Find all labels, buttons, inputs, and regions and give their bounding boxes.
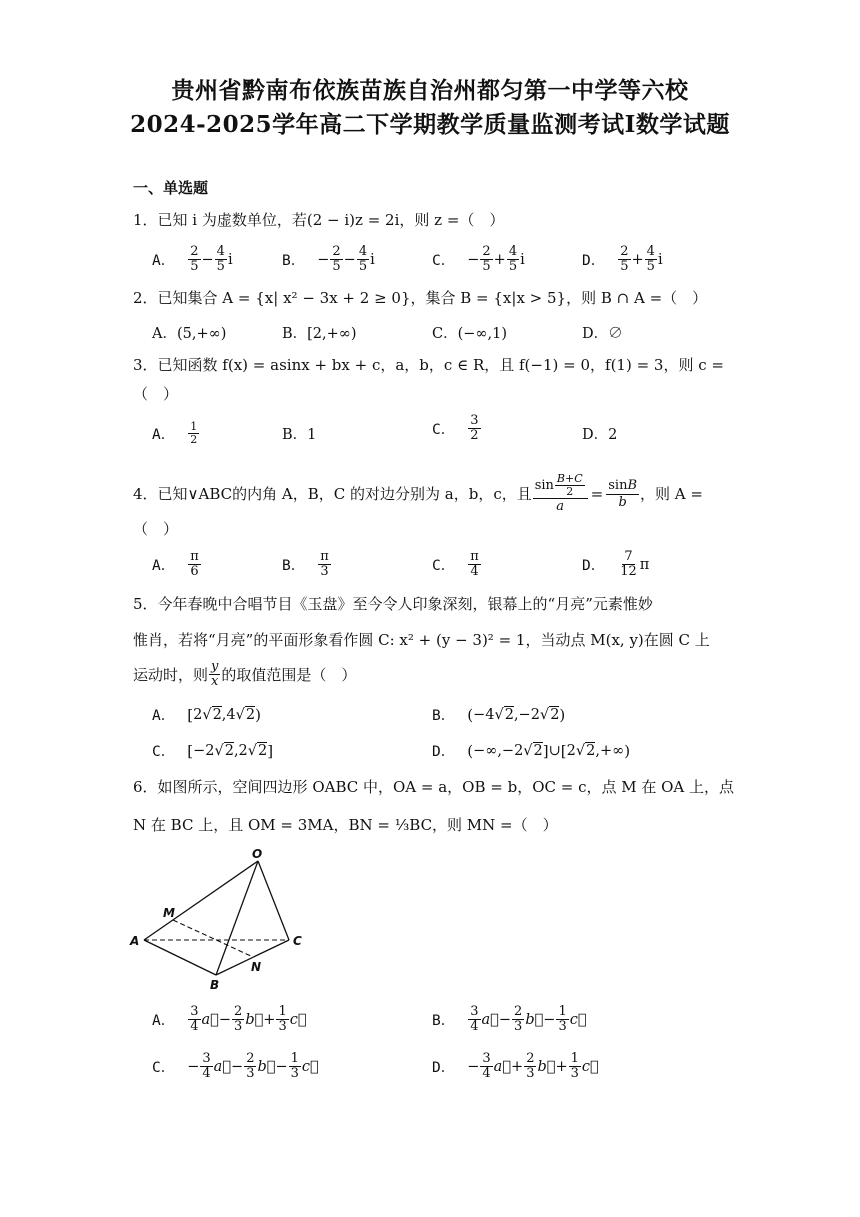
- question-1-option-a: A． $\frac{2}{5}$ − $\frac{4}{5}$ i: [152, 244, 233, 274]
- question-2-option-d: D．∅: [582, 326, 623, 342]
- option-label: D．: [582, 558, 606, 574]
- question-4-option-d: D． $\frac{7}{12}$ π: [582, 549, 650, 579]
- point-label-o: O: [252, 847, 263, 861]
- question-6-option-a: A． $\frac{3}{4}$ a⃗ − $\frac{2}{3}$ b⃗ + $\frac{1}{3}$ c⃗: [152, 1004, 307, 1034]
- tetrahedron-figure: [125, 845, 315, 995]
- option-label: D．: [432, 1060, 456, 1076]
- point-label-b: B: [210, 978, 220, 992]
- option-label: B．: [282, 253, 306, 269]
- option-label: C．: [432, 253, 456, 269]
- section-heading: 一、单选题: [133, 179, 209, 197]
- option-label: C．: [152, 744, 176, 760]
- question-4-stem: 4．已知∨ABC的内角 A，B，C 的对边分别为 a，b，c，且 sin $\frac{B+C}{2}$ a = $\frac{\sin B}{b}$ ，则 A =: [133, 472, 703, 514]
- option-label: C．: [432, 558, 456, 574]
- question-3-stem: 3．已知函数 f(x) = asinx + bx + c，a，b，c ∈ R，且 f(−1) = 0，f(1) = 3，则 c =: [133, 356, 724, 374]
- point-label-c: C: [293, 934, 302, 948]
- question-6-line-1: 6．如图所示，空间四边形 OABC 中，OA = a，OB = b，OC = c，点 M 在 OA 上，点: [133, 778, 735, 796]
- question-3-option-b: B．1: [282, 427, 317, 443]
- paper-title-line-1: 贵州省黔南布依族苗族自治州都匀第一中学等六校: [171, 77, 689, 104]
- option-label: B．: [282, 558, 306, 574]
- question-4-option-b: B． $\frac{\pi}{3}$: [282, 549, 329, 579]
- question-2-option-a: A．(5,+∞): [152, 326, 227, 342]
- question-5-line-3: 运动时，则 $\frac{y}{x}$ 的取值范围是（ ）: [133, 659, 357, 689]
- question-1-option-d: D． $\frac{2}{5}$ + $\frac{4}{5}$ i: [582, 244, 663, 274]
- edge-oa: [144, 861, 258, 940]
- edge-oc: [258, 861, 289, 940]
- paper-title-line-2: 2024-2025学年高二下学期教学质量监测考试Ⅰ数学试题: [130, 111, 730, 138]
- question-5-option-d: D． ( −∞,−2√ 2 ] ∪ [ 2√ 2 ,+∞ ): [432, 741, 631, 760]
- edge-ab: [144, 940, 216, 975]
- point-label-a: A: [130, 934, 140, 948]
- option-label: B．: [432, 1013, 456, 1029]
- question-5-option-b: B． ( −4√ 2 ,−2√ 2 ): [432, 705, 566, 724]
- question-6-option-c: C． − $\frac{3}{4}$ a⃗ − $\frac{2}{3}$ b⃗ − $\frac{1}{3}$ c⃗: [152, 1051, 319, 1081]
- question-6-option-d: D． − $\frac{3}{4}$ a⃗ + $\frac{2}{3}$ b⃗ + $\frac{1}{3}$ c⃗: [432, 1051, 599, 1081]
- option-label: A．: [152, 1013, 176, 1029]
- segment-mn-hidden: [173, 920, 253, 957]
- question-4-stem-tail: ，则 A =: [640, 485, 703, 503]
- question-4-option-a: A． $\frac{\pi}{6}$: [152, 549, 199, 579]
- question-1-option-b: B． − $\frac{2}{5}$ − $\frac{4}{5}$ i: [282, 244, 375, 274]
- option-label: C．: [432, 422, 456, 438]
- question-4-stem-cont: （ ）: [133, 520, 179, 538]
- option-label: B．: [432, 708, 456, 724]
- question-2-option-b: B．[2,+∞): [282, 326, 357, 342]
- question-4-option-c: C． $\frac{\pi}{4}$: [432, 549, 479, 579]
- question-4-stem-text: 4．已知∨ABC的内角 A，B，C 的对边分别为 a，b，c，且: [133, 485, 532, 503]
- option-label: A．: [152, 558, 176, 574]
- question-6-line-2: N 在 BC 上，且 OM = 3MA，BN = ⅓BC，则 MN =（ ）: [133, 816, 558, 834]
- question-3-option-c: C． $\frac{3}{2}$: [432, 413, 479, 443]
- option-label: A．: [152, 253, 176, 269]
- option-label: D．: [582, 253, 606, 269]
- question-5-line-1: 5．今年春晚中合唱节目《玉盘》至今令人印象深刻，银幕上的“月亮”元素惟妙: [133, 595, 653, 613]
- question-3-option-d: D．2: [582, 427, 618, 443]
- question-5-line-3-a: 运动时，则: [133, 665, 209, 684]
- question-1-option-c: C． − $\frac{2}{5}$ + $\frac{4}{5}$ i: [432, 244, 525, 274]
- point-label-m: M: [163, 906, 175, 920]
- question-5-line-2: 惟肖，若将“月亮”的平面形象看作圆 C: x² + (y − 3)² = 1，当动点 M(x, y)在圆 C 上: [133, 631, 710, 649]
- question-5-option-a: A． [ 2√ 2 ,4√ 2 ): [152, 705, 261, 724]
- option-label: C．: [152, 1060, 176, 1076]
- question-6-option-b: B． $\frac{3}{4}$ a⃗ − $\frac{2}{3}$ b⃗ − $\frac{1}{3}$ c⃗: [432, 1004, 587, 1034]
- option-label: D．: [432, 744, 456, 760]
- question-1-stem: 1．已知 i 为虚数单位，若(2 − i)z = 2i，则 z =（ ）: [133, 211, 505, 229]
- point-label-n: N: [251, 960, 262, 974]
- question-5-line-3-b: 的取值范围是（ ）: [221, 665, 357, 684]
- option-label: A．: [152, 427, 176, 443]
- option-label: A．: [152, 708, 176, 724]
- question-5-option-c: C． [ −2√ 2 ,2√ 2 ]: [152, 741, 274, 760]
- question-3-stem-cont: （ ）: [133, 385, 179, 403]
- question-3-option-a: A． $\frac{1}{2}$: [152, 420, 198, 446]
- question-2-stem: 2．已知集合 A = {x| x² − 3x + 2 ≥ 0}，集合 B = {x|x > 5}，则 B ∩ A =（ ）: [133, 289, 708, 307]
- question-2-option-c: C．(−∞,1): [432, 326, 507, 342]
